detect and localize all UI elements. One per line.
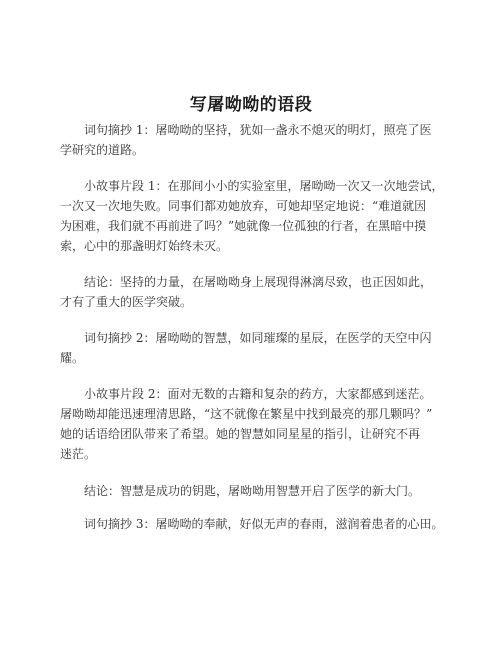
text-line: 屠呦呦却能迅速理清思路，“这不就像在繁星中找到最亮的那几颗吗？” bbox=[60, 407, 433, 421]
excerpt-paragraph-2 bbox=[60, 328, 446, 368]
text-line: 学研究的道路。 bbox=[60, 143, 145, 157]
conclusion-paragraph-1 bbox=[60, 272, 446, 312]
text-line: 她的话语给团队带来了希望。她的智慧如同星星的指引，让研究不再 bbox=[60, 427, 421, 441]
excerpt-paragraph-1 bbox=[60, 120, 446, 160]
text-line: 词句摘抄 3：屠呦呦的奉献，好似无声的春雨，滋润着患者的心田。 bbox=[84, 517, 444, 531]
text-line: 一次又一次地失败。同事们都劝她放弃，可她却坚定地说：“难道就因 bbox=[60, 199, 427, 213]
text-line: 耀。 bbox=[60, 351, 85, 365]
text-line: 词句摘抄 1：屠呦呦的坚持，犹如一盏永不熄灭的明灯，照亮了医 bbox=[84, 123, 432, 137]
text-line: 索，心中的那盏明灯始终未灭。 bbox=[60, 239, 229, 253]
text-line: 结论：坚持的力量，在屠呦呦身上展现得淋漓尽致，也正因如此， bbox=[84, 275, 433, 289]
text-line: 迷茫。 bbox=[60, 447, 97, 461]
conclusion-paragraph-2 bbox=[60, 481, 446, 501]
story-paragraph-1 bbox=[60, 176, 446, 256]
text-line: 结论：智慧是成功的钥匙，屠呦呦用智慧开启了医学的新大门。 bbox=[84, 484, 421, 498]
text-line: 词句摘抄 2：屠呦呦的智慧，如同璀璨的星辰，在医学的天空中闪 bbox=[84, 331, 432, 345]
story-paragraph-2 bbox=[60, 384, 446, 464]
text-line: 小故事片段 1：在那间小小的实验室里，屠呦呦一次又一次地尝试， bbox=[84, 179, 444, 193]
text-line: 为困难，我们就不再前进了吗？”她就像一位孤独的行者，在黑暗中摸 bbox=[60, 219, 427, 233]
document-title: 写屠呦呦的语段 bbox=[189, 95, 313, 115]
text-line: 才有了重大的医学突破。 bbox=[60, 295, 193, 309]
excerpt-paragraph-3 bbox=[60, 514, 446, 534]
text-line: 小故事片段 2：面对无数的古籍和复杂的药方，大家都感到迷茫。 bbox=[84, 387, 432, 401]
